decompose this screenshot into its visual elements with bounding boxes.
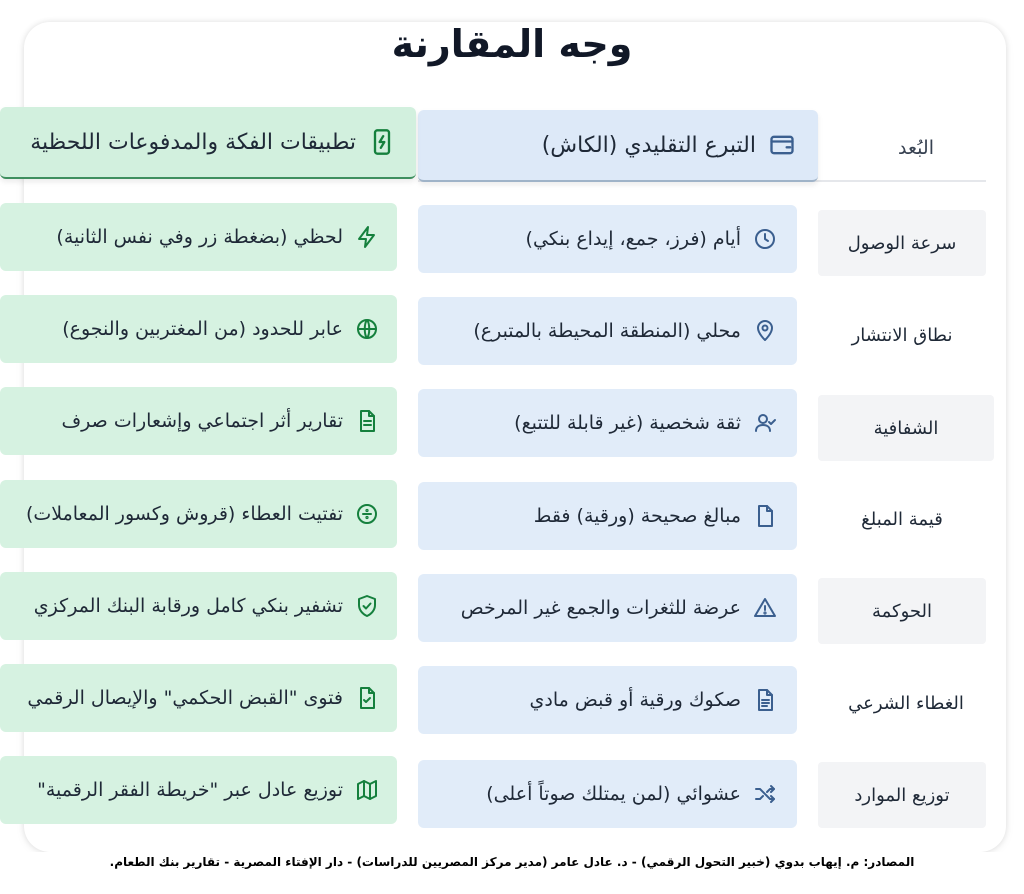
digital-cell-text: فتوى "القبض الحكمي" والإيصال الرقمي bbox=[27, 687, 343, 709]
digital-cell-text: تفتيت العطاء (قروش وكسور المعاملات) bbox=[25, 503, 343, 525]
digital-cell-text: توزيع عادل عبر "خريطة الفقر الرقمية" bbox=[37, 779, 343, 801]
dimension-cell: الشفافية bbox=[818, 395, 994, 461]
globe-icon bbox=[355, 317, 379, 341]
digital-cell bbox=[0, 203, 397, 271]
digital-cell bbox=[0, 664, 397, 732]
digital-cell-text: لحظي (بضغطة زر وفي نفس الثانية) bbox=[56, 226, 343, 248]
clock-icon bbox=[753, 227, 777, 251]
traditional-cell-text: عرضة للثغرات والجمع غير المرخص bbox=[460, 597, 741, 619]
traditional-cell bbox=[418, 205, 797, 273]
digital-header-label: تطبيقات الفكة والمدفوعات اللحظية bbox=[30, 129, 356, 155]
dimension-column-header: البُعد bbox=[898, 137, 934, 159]
digital-cell-text: تقارير أثر اجتماعي وإشعارات صرف bbox=[61, 410, 343, 432]
traditional-cell bbox=[418, 666, 797, 734]
traditional-cell-text: ثقة شخصية (غير قابلة للتتبع) bbox=[514, 412, 741, 434]
traditional-cell bbox=[418, 574, 797, 642]
map-icon bbox=[355, 778, 379, 802]
document-text-icon bbox=[355, 409, 379, 433]
sources-footer: المصادر: م. إيهاب بدوي (خبير التحول الرقمي) - د. عادل عامر (مدير مركز المصريين للدراسات) - دار الإفتاء المصرية - تقارير بنك الطعام. bbox=[0, 852, 1024, 894]
divide-icon bbox=[355, 502, 379, 526]
page-title: وجه المقارنة bbox=[391, 22, 633, 66]
digital-column-header bbox=[0, 107, 416, 179]
digital-cell bbox=[0, 295, 397, 363]
traditional-cell-text: أيام (فرز، جمع، إيداع بنكي) bbox=[525, 228, 741, 250]
dimension-cell: الغطاء الشرعي bbox=[818, 670, 994, 736]
user-check-icon bbox=[753, 411, 777, 435]
wallet-icon bbox=[768, 131, 796, 159]
dimension-cell: نطاق الانتشار bbox=[818, 302, 986, 368]
traditional-cell-text: محلي (المنطقة المحيطة بالمتبرع) bbox=[473, 320, 741, 342]
traditional-cell-text: مبالغ صحيحة (ورقية) فقط bbox=[533, 505, 741, 527]
shuffle-icon bbox=[753, 782, 777, 806]
traditional-cell bbox=[418, 389, 797, 457]
file-check-icon bbox=[355, 686, 379, 710]
digital-cell bbox=[0, 572, 397, 640]
traditional-column-header bbox=[418, 110, 818, 182]
warning-triangle-icon bbox=[753, 596, 777, 620]
traditional-cell-text: صكوك ورقية أو قبض مادي bbox=[529, 689, 741, 711]
shield-check-icon bbox=[355, 594, 379, 618]
traditional-cell bbox=[418, 482, 797, 550]
traditional-cell-text: عشوائي (لمن يمتلك صوتاً أعلى) bbox=[486, 783, 741, 805]
digital-cell bbox=[0, 756, 397, 824]
location-pin-icon bbox=[753, 319, 777, 343]
lightning-icon bbox=[355, 225, 379, 249]
dimension-cell: سرعة الوصول bbox=[818, 210, 986, 276]
traditional-cell bbox=[418, 760, 797, 828]
dimension-cell: قيمة المبلغ bbox=[818, 486, 986, 552]
dimension-cell: الحوكمة bbox=[818, 578, 986, 644]
digital-cell bbox=[0, 480, 397, 548]
phone-charging-icon bbox=[368, 128, 396, 156]
digital-cell-text: تشفير بنكي كامل ورقابة البنك المركزي bbox=[33, 595, 343, 617]
document-lines-icon bbox=[753, 688, 777, 712]
dimension-cell: توزيع الموارد bbox=[818, 762, 986, 828]
digital-cell-text: عابر للحدود (من المغتربين والنجوع) bbox=[62, 318, 343, 340]
file-icon bbox=[753, 504, 777, 528]
traditional-cell bbox=[418, 297, 797, 365]
traditional-header-label: التبرع التقليدي (الكاش) bbox=[541, 132, 756, 158]
digital-cell bbox=[0, 387, 397, 455]
